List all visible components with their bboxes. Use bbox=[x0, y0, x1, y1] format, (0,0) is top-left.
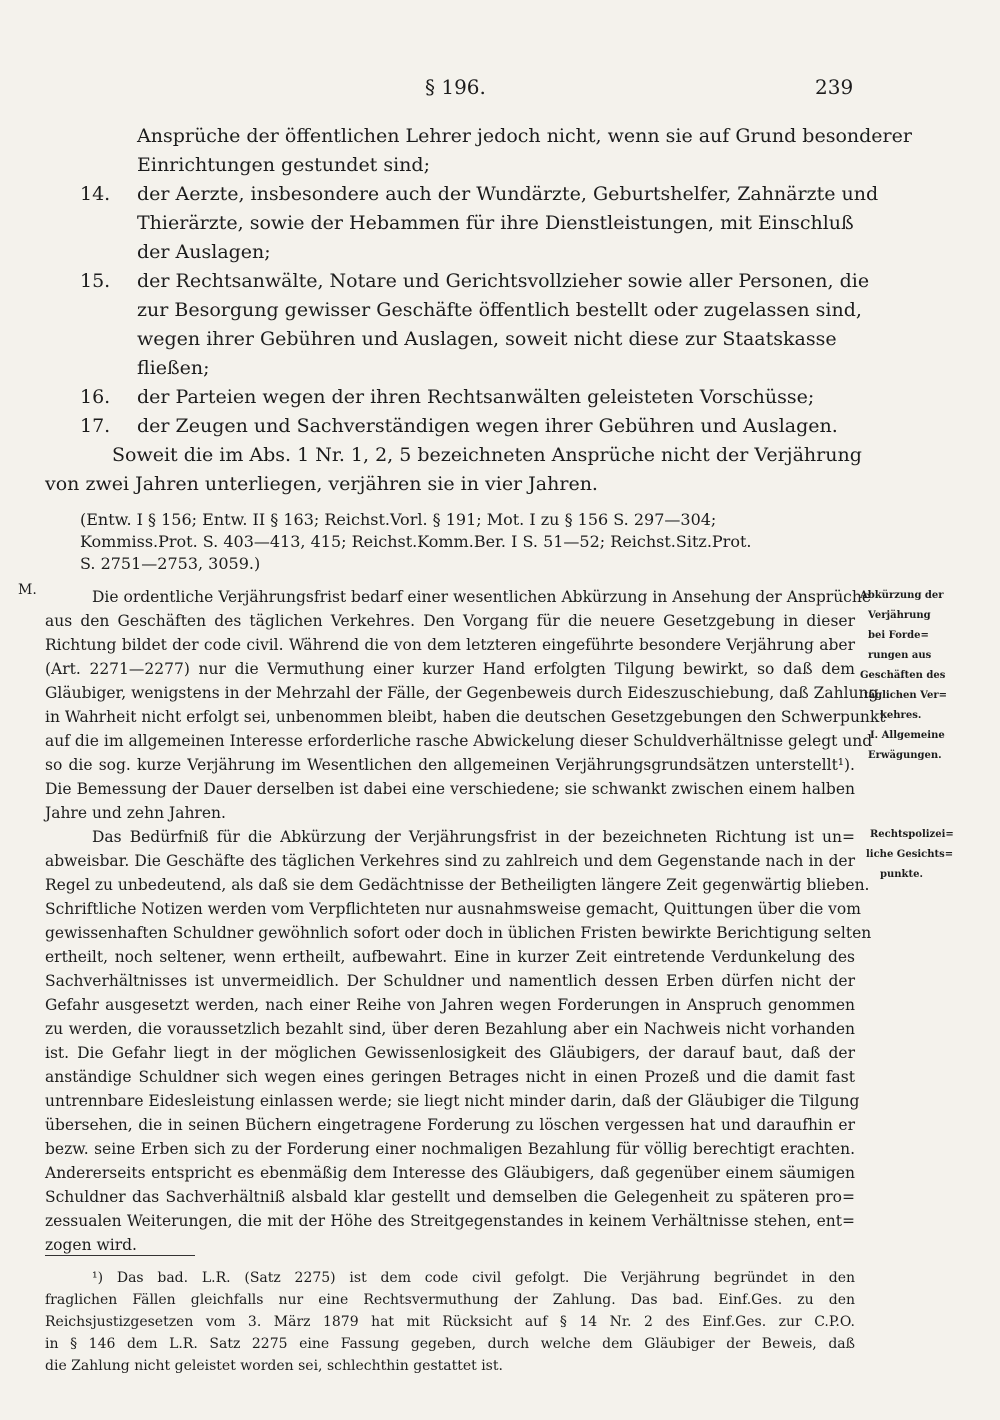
body-line: Die ordentliche Verjährungsfrist bedarf einer wesentlichen Abkürzung in Ansehung der Ansprüche bbox=[92, 588, 872, 606]
law-line: von zwei Jahren unterliegen, verjähren sie in vier Jahren. bbox=[45, 473, 598, 495]
footnote-line: ¹) Das bad. L.R. (Satz 2275) ist dem code civil gefolgt. Die Verjährung begründet in den bbox=[92, 1270, 855, 1286]
sidenote-line: rungen aus bbox=[868, 650, 932, 661]
sidenote-line: Rechtspolizei= bbox=[870, 829, 954, 840]
sidenote-rechtspolizei bbox=[860, 825, 1000, 885]
law-line: fließen; bbox=[137, 357, 210, 379]
body-line: Andererseits entspricht es ebenmäßig dem Interesse des Gläubigers, daß gegenüber einem säumigen bbox=[45, 1164, 855, 1182]
body-line: Regel zu unbedeutend, als daß sie dem Gedächtnisse der Betheiligten längere Zeit gegenwärtig blieben. bbox=[45, 876, 870, 894]
item-number: 16. bbox=[80, 386, 111, 408]
body-line: zessualen Weiterungen, die mit der Höhe des Streitgegenstandes in keinem Verhältnisse stehen, ent= bbox=[45, 1212, 855, 1230]
law-line: der Auslagen; bbox=[137, 241, 271, 263]
source-line: S. 2751—2753, 3059.) bbox=[80, 554, 261, 573]
law-item-16 bbox=[80, 386, 814, 408]
law-line: Einrichtungen gestundet sind; bbox=[137, 154, 430, 176]
law-line: wegen ihrer Gebühren und Auslagen, soweit nicht diese zur Staatskasse bbox=[137, 328, 837, 350]
footnote-line: in § 146 dem L.R. Satz 2275 eine Fassung gegeben, durch welche dem Gläubiger der Beweis, daß bbox=[45, 1336, 855, 1352]
sidenote-line: Geschäften des bbox=[860, 670, 946, 681]
law-line: Thierärzte, sowie der Hebammen für ihre Dienstleistungen, mit Einschluß bbox=[137, 212, 854, 234]
body-line: abweisbar. Die Geschäfte des täglichen Verkehres sind zu zahlreich und dem Gegenstande nach in der bbox=[45, 852, 855, 870]
item-number: 14. bbox=[80, 183, 111, 205]
margin-marker: M. bbox=[18, 582, 37, 598]
body-line: (Art. 2271—2277) nur die Vermuthung einer kurzer Hand erfolgten Tilgung bewirkt, so daß dem bbox=[45, 660, 855, 678]
body-line: in Wahrheit nicht erfolgt sei, unbenommen bleibt, haben die deutschen Gesetzgebungen den Schwerpunkt bbox=[45, 708, 886, 726]
law-line: Ansprüche der öffentlichen Lehrer jedoch nicht, wenn sie auf Grund besonderer bbox=[137, 125, 912, 147]
law-item-14 bbox=[80, 183, 878, 205]
body-line: zogen wird. bbox=[45, 1236, 137, 1254]
source-line: (Entw. I § 156; Entw. II § 163; Reichst.Vorl. § 191; Mot. I zu § 156 S. 297—304; bbox=[80, 510, 717, 529]
body-line: bezw. seine Erben sich zu der Forderung einer nochmaligen Bezahlung für völlig berechtigt erachten. bbox=[45, 1140, 855, 1158]
body-line: Schriftliche Notizen werden vom Verpflichteten nur ausnahmsweise gemacht, Quittungen über die vom bbox=[45, 900, 861, 918]
footnote-divider bbox=[45, 1255, 195, 1256]
body-line: auf die im allgemeinen Interesse erforderliche rasche Abwickelung dieser Schuldverhältnisse gelegt und bbox=[45, 732, 873, 750]
body-line: übersehen, die in seinen Büchern eingetragene Forderung zu löschen vergessen hat und daraufhin er bbox=[45, 1116, 855, 1134]
body-line: Das Bedürfniß für die Abkürzung der Verjährungsfrist in der bezeichneten Richtung ist un= bbox=[92, 828, 855, 846]
law-line: der Zeugen und Sachverständigen wegen ihrer Gebühren und Auslagen. bbox=[137, 415, 838, 437]
page-number: 239 bbox=[815, 75, 854, 99]
source-line: Kommiss.Prot. S. 403—413, 415; Reichst.Komm.Ber. I S. 51—52; Reichst.Sitz.Prot. bbox=[80, 532, 752, 551]
footnote-line: fraglichen Fällen gleichfalls nur eine Rechtsvermuthung der Zahlung. Das bad. Einf.Ges. zu den bbox=[45, 1292, 855, 1308]
sidenote-line: punkte. bbox=[880, 869, 923, 880]
sidenote-line: I. Allgemeine bbox=[870, 730, 945, 741]
sidenote-line: Verjährung bbox=[868, 610, 931, 621]
body-line: Gläubiger, wenigstens in der Mehrzahl der Fälle, der Gegenbeweis durch Eideszuschiebung, daß Zahlung bbox=[45, 684, 879, 702]
sidenote-line: Abkürzung der bbox=[860, 590, 944, 601]
body-line: ertheilt, noch seltener, wenn ertheilt, aufbewahrt. Eine in kurzer Zeit eintretende Verdunkelung des bbox=[45, 948, 855, 966]
sidenote-line: täglichen Ver= bbox=[864, 690, 948, 701]
item-number: 17. bbox=[80, 415, 111, 437]
body-line: Jahre und zehn Jahren. bbox=[45, 804, 226, 822]
footnote-line: die Zahlung nicht geleistet worden sei, schlechthin gestattet ist. bbox=[45, 1358, 503, 1374]
body-line: ist. Die Gefahr liegt in der möglichen Gewissenlosigkeit des Gläubigers, der darauf baut, daß der bbox=[45, 1044, 855, 1062]
law-line: zur Besorgung gewisser Geschäfte öffentlich bestellt oder zugelassen sind, bbox=[137, 299, 862, 321]
body-line: Die Bemessung der Dauer derselben ist dabei eine verschiedene; sie schwankt zwischen einem halben bbox=[45, 780, 855, 798]
sidenote-line: kehres. bbox=[880, 710, 922, 721]
body-line: Sachverhältnisses ist unvermeidlich. Der Schuldner und namentlich dessen Erben dürfen nicht der bbox=[45, 972, 855, 990]
sidenote-abkuerzung bbox=[860, 586, 1000, 766]
law-line: der Aerzte, insbesondere auch der Wundärzte, Geburtshelfer, Zahnärzte und bbox=[137, 183, 879, 205]
law-line: Soweit die im Abs. 1 Nr. 1, 2, 5 bezeichneten Ansprüche nicht der Verjährung bbox=[112, 444, 862, 466]
body-line: so die sog. kurze Verjährung im Wesentlichen den allgemeinen Verjährungsgrundsätzen unterstellt¹). bbox=[45, 756, 855, 774]
body-line: Schuldner das Sachverhältniß alsbald klar gestellt und demselben die Gelegenheit zu späteren pro= bbox=[45, 1188, 855, 1206]
body-line: Gefahr ausgesetzt werden, nach einer Reihe von Jahren wegen Forderungen in Anspruch genommen bbox=[45, 996, 855, 1014]
item-number: 15. bbox=[80, 270, 111, 292]
section-number: § 196. bbox=[425, 75, 486, 99]
body-line: anständige Schuldner sich wegen eines geringen Betrages nicht in einen Prozeß und die damit fast bbox=[45, 1068, 855, 1086]
body-line: zu werden, die voraussetzlich bezahlt sind, über deren Bezahlung aber ein Nachweis nicht vorhanden bbox=[45, 1020, 855, 1038]
law-item-17 bbox=[80, 415, 838, 437]
body-line: aus den Geschäften des täglichen Verkehres. Den Vorgang für die neuere Gesetzgebung in dieser bbox=[45, 612, 855, 630]
sidenote-line: Erwägungen. bbox=[868, 750, 942, 761]
body-line: Richtung bildet der code civil. Während die von dem letzteren eingeführte besondere Verjährung aber bbox=[45, 636, 855, 654]
law-item-15 bbox=[80, 270, 869, 292]
footnote-line: Reichsjustizgesetzen vom 3. März 1879 hat mit Rücksicht auf § 14 Nr. 2 des Einf.Ges. zur C.P.O. bbox=[45, 1314, 855, 1330]
law-line: der Rechtsanwälte, Notare und Gerichtsvollzieher sowie aller Personen, die bbox=[137, 270, 870, 292]
body-line: untrennbare Eidesleistung einlassen werde; sie liegt nicht minder darin, daß der Gläubiger die Tilgung bbox=[45, 1092, 860, 1110]
law-line: der Parteien wegen der ihren Rechtsanwälten geleisteten Vorschüsse; bbox=[137, 386, 815, 408]
sidenote-line: bei Forde= bbox=[868, 630, 929, 641]
body-line: gewissenhaften Schuldner gewöhnlich sofort oder doch in üblichen Fristen bewirkte Berichtigung selten bbox=[45, 924, 872, 942]
sidenote-line: liche Gesichts= bbox=[866, 849, 954, 860]
